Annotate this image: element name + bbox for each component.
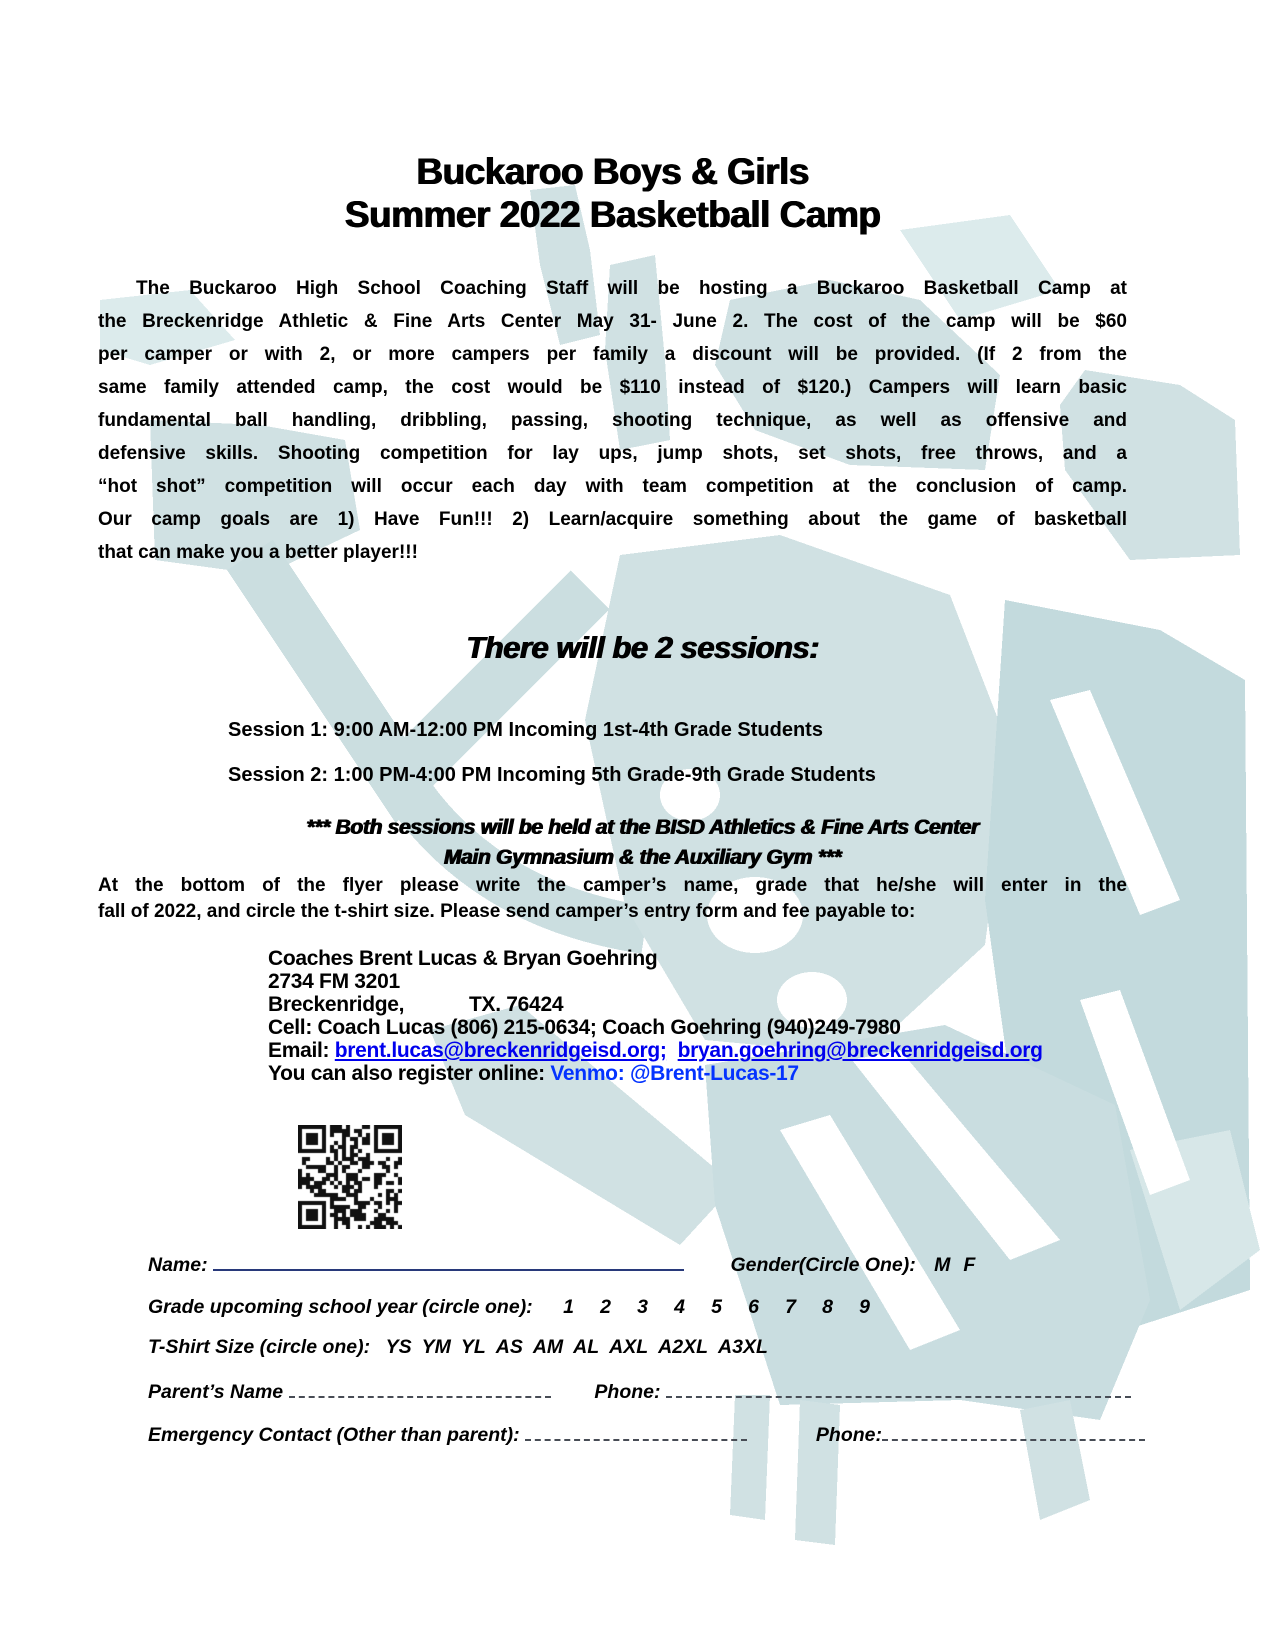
email-label: Email: [268, 1039, 330, 1062]
intro-line: Our camp goals are 1) Have Fun!!! 2) Learn/acquire something about the game of basketball [98, 509, 1127, 530]
tshirt-size-option: AL [573, 1336, 600, 1358]
tshirt-size-option: AS [495, 1336, 523, 1358]
intro-paragraph [98, 272, 1127, 569]
grade-option: 1 [563, 1296, 574, 1318]
intro-line: defensive skills. Shooting competition for lay ups, jump shots, set shots, free throws, and a [98, 443, 1127, 464]
grade-options [538, 1296, 871, 1318]
tshirt-label: T-Shirt Size (circle one): [148, 1336, 371, 1358]
grade-row [148, 1295, 1127, 1319]
page-title [98, 150, 1127, 236]
intro-line: “hot shot” competition will occur each day with team competition at the conclusion of camp. [98, 476, 1127, 497]
grade-option: 5 [711, 1296, 722, 1318]
tshirt-size-option: AXL [609, 1336, 649, 1358]
phone-label: Phone: [594, 1381, 661, 1403]
tshirt-size-option: YS [385, 1336, 412, 1358]
parent-name-blank-line [289, 1381, 551, 1398]
instruction-line: At the bottom of the flyer please write the camper’s name, grade that he/she will enter in the [98, 875, 1127, 896]
grade-option: 7 [785, 1296, 796, 1318]
location-line2: Main Gymnasium & the Auxiliary Gym *** [443, 846, 842, 869]
grade-option: 8 [822, 1296, 833, 1318]
instruction-line: fall of 2022, and circle the t-shirt size. Please send camper’s entry form and fee payable to: [98, 901, 916, 922]
name-row [148, 1253, 1127, 1277]
emergency-phone-blank-line [882, 1424, 1145, 1441]
entry-form [148, 1253, 1127, 1447]
email-link-lucas[interactable]: brent.lucas@breckenridgeisd.org; [334, 1039, 667, 1062]
phone-blank-line [666, 1381, 1131, 1398]
parent-name-label: Parent’s Name [148, 1381, 284, 1403]
gender-option: M [934, 1254, 951, 1276]
parent-row [148, 1380, 1127, 1404]
intro-line: The Buckaroo High School Coaching Staff will be hosting a Buckaroo Basketball Camp at [136, 278, 1127, 299]
tshirt-size-option: YL [460, 1336, 486, 1358]
grade-option: 3 [637, 1296, 648, 1318]
page-title-line2: Summer 2022 Basketball Camp [344, 194, 881, 235]
coaches-names: Coaches Brent Lucas & Bryan Goehring [268, 947, 658, 970]
intro-line: per camper or with 2, or more campers per family a discount will be provided. (If 2 from the [98, 344, 1127, 365]
register-line [268, 1062, 1127, 1085]
tshirt-size-option: AM [532, 1336, 564, 1358]
intro-line: same family attended camp, the cost would be $110 instead of $120.) Campers will learn basic [98, 377, 1127, 398]
grade-option: 2 [600, 1296, 611, 1318]
location-line1: *** Both sessions will be held at the BISD Athletics & Fine Arts Center [306, 816, 979, 839]
grade-option: 4 [674, 1296, 685, 1318]
emergency-label: Emergency Contact (Other than parent): [148, 1424, 520, 1446]
tshirt-size-option: A3XL [718, 1336, 768, 1358]
entry-instructions [98, 873, 1127, 925]
tshirt-size-options [376, 1336, 768, 1358]
emergency-blank-line [525, 1424, 747, 1441]
email-link-goehring[interactable]: bryan.goehring@breckenridgeisd.org [677, 1039, 1043, 1062]
gender-options [921, 1254, 975, 1276]
grade-option: 6 [748, 1296, 759, 1318]
page-title-line1: Buckaroo Boys & Girls [416, 151, 809, 192]
intro-line: that can make you a better player!!! [98, 542, 418, 563]
gender-label: Gender(Circle One): [730, 1254, 916, 1276]
emergency-phone-label: Phone: [815, 1424, 882, 1446]
state-zip: TX. 76424 [469, 993, 564, 1016]
name-label: Name: [148, 1254, 208, 1276]
grade-label: Grade upcoming school year (circle one): [148, 1296, 533, 1318]
qr-code-image [298, 1125, 402, 1229]
tshirt-size-option: YM [421, 1336, 451, 1358]
city: Breckenridge, [268, 993, 405, 1016]
session-1-info: Session 1: 9:00 AM-12:00 PM Incoming 1st-4th Grade Students [228, 719, 823, 741]
intro-line: the Breckenridge Athletic & Fine Arts Center May 31- June 2. The cost of the camp will be $60 [98, 311, 1127, 332]
register-label: You can also register online: [268, 1062, 545, 1085]
contact-block [98, 947, 1127, 1085]
gender-option: F [963, 1254, 976, 1276]
session-2-info: Session 2: 1:00 PM-4:00 PM Incoming 5th Grade-9th Grade Students [228, 764, 876, 786]
city-state-zip [268, 993, 1127, 1016]
venmo-link[interactable]: Venmo: @Brent-Lucas-17 [550, 1062, 799, 1085]
qr-code [298, 1125, 402, 1229]
cell-numbers: Cell: Coach Lucas (806) 215-0634; Coach Goehring (940)249-7980 [268, 1016, 901, 1039]
location-note [158, 813, 1127, 873]
street-address: 2734 FM 3201 [268, 970, 400, 993]
grade-option: 9 [859, 1296, 870, 1318]
name-blank-line [213, 1254, 684, 1271]
tshirt-size-option: A2XL [658, 1336, 709, 1358]
email-line [268, 1039, 1127, 1062]
sessions-heading: There will be 2 sessions: [466, 630, 819, 665]
tshirt-row [148, 1335, 1127, 1359]
emergency-row [148, 1423, 1127, 1447]
intro-line: fundamental ball handling, dribbling, passing, shooting technique, as well as offensive and [98, 410, 1127, 431]
